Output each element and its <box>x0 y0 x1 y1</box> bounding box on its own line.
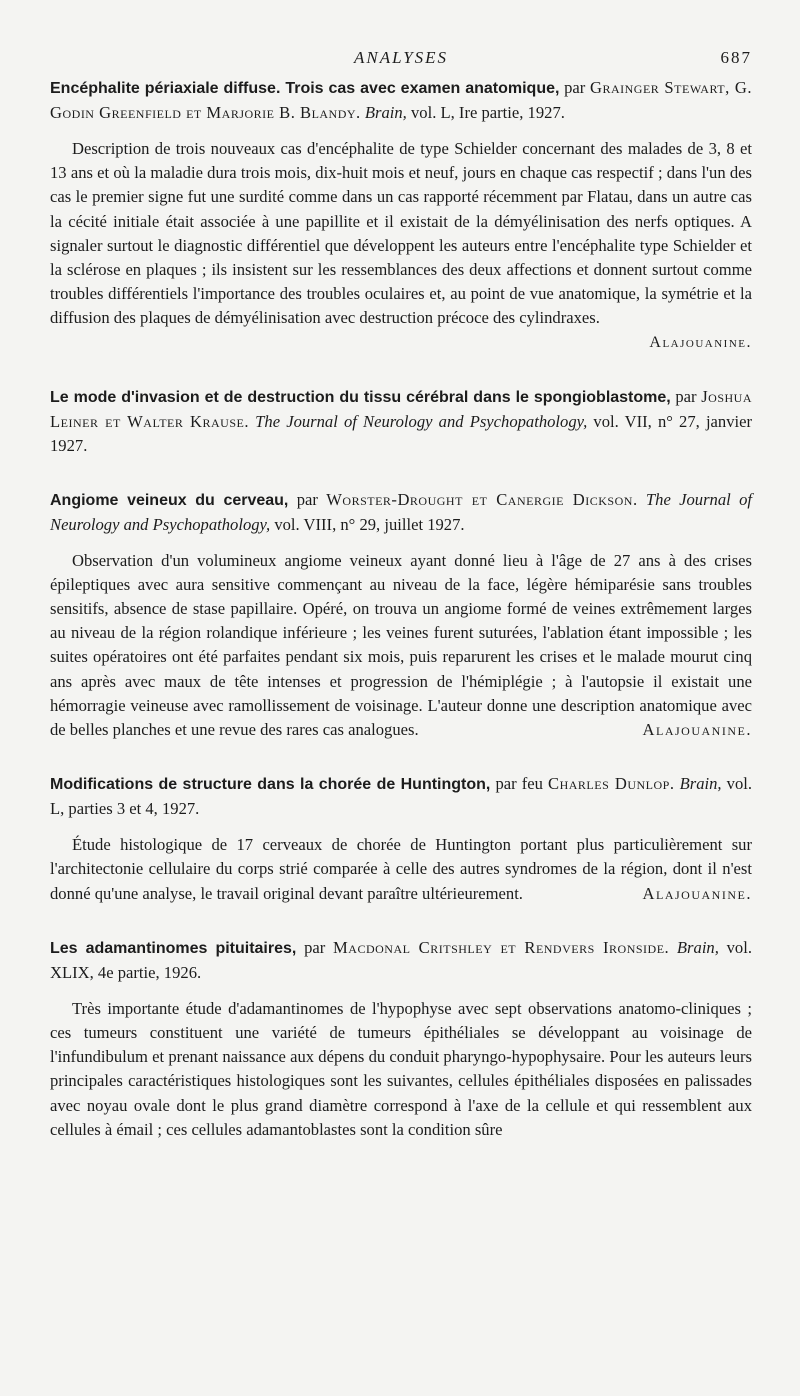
entry-signature: Alajouanine. <box>642 720 752 740</box>
authors-prefix: par <box>564 78 586 97</box>
entry-source: Brain, <box>676 937 719 957</box>
authors-prefix: par <box>675 386 697 406</box>
entry-authors: Worster-Drought et Canergie Dickson. <box>326 489 638 509</box>
entry-authors: Macdonal Critshley et Rendvers Ironside. <box>333 937 670 957</box>
entry-source: The Journal of Neurology and Psychopathology, <box>50 489 752 534</box>
entry-header <box>50 772 752 821</box>
entry-header <box>50 385 752 458</box>
entry-authors: Charles Dunlop. <box>548 774 675 794</box>
review-entry <box>50 772 752 906</box>
entry-details: vol. L, parties 3 et 4, 1927. <box>50 774 752 819</box>
entry-title: Les adamantinomes pituitaires, <box>50 939 297 957</box>
entry-authors: Joshua Leiner et Walter Krause. <box>50 386 753 431</box>
entry-title: Angiome veineux du cerveau, <box>50 491 289 509</box>
entry-body-text: Étude histologique de 17 cerveaux de chorée de Huntington portant plus particulièrement sur l'architectonie cellulaire du corps strié comparée à celle des autres syndromes de la région, dont il n'est donné qu'une analyse, le travail original devant paraître ultérieurement. <box>50 835 752 903</box>
entry-header <box>50 936 752 985</box>
entry-details: vol. XLIX, 4e partie, 1926. <box>50 937 752 982</box>
entry-title: Encéphalite périaxiale diffuse. Trois cas avec examen anatomique, <box>50 80 560 97</box>
entry-body <box>50 549 752 743</box>
entry-body-text: Observation d'un volumineux angiome veineux ayant donné lieu à l'âge de 27 ans à des crises épileptiques avec aura sensitive commençant au niveau de la face, légère hémiparésie sans troubles sensitifs, absence de stase papillaire. Opéré, on trouva un angiome formé de veines extrêmement larges au niveau de la région rolandique inférieure ; les veines furent suturées, l'ablation étant impossible ; les suites opératoires ont été parfaites pendant six mois, puis reparurent les crises et le malade mourut cinq ans après avec maux de tête intenses et progression de l'hémiplégie ; à l'autopsie il existait une hémorragie veineuse avec ramollissement de voisinage. L'auteur donne une description anatomique avec de belles planches et une revue des rares cas analogues. <box>50 550 752 740</box>
review-entry <box>50 936 752 1142</box>
entry-authors: Grainger Stewart, G. Godin Greenfield et Marjorie B. Blandy. <box>50 78 753 122</box>
entry-source: Brain, <box>364 103 407 122</box>
review-entry <box>50 76 752 355</box>
review-entry <box>50 488 752 743</box>
review-entry <box>50 385 752 458</box>
authors-prefix: par <box>304 937 326 957</box>
entry-body: Description de trois nouveaux cas d'encéphalite de type Schielder concernant des malades de 3, 8 et 13 ans et où la maladie dura trois mois, dix-huit mois et neuf, jours en chaque cas respectif ; dans l'un des cas le premier signe fut une surdité comme dans un cas rapporté récemment par Flatau, dans un autre cas la cécité initiale était associée à une papillite et il existait de la démyélinisation des nerfs optiques. A signaler surtout le diagnostic différentiel que développent les auteurs entre l'encéphalite type Schielder et la sclérose en plaques ; ils insistent sur les ressemblances des deux affections et donnent surtout comme troubles différentiels l'importance des troubles oculaires et, au point de vue anatomique, la symétrie et la diffusion des plaques de démyélinisation avec destruction précoce des cylindraxes. <box>50 139 752 328</box>
entry-details: vol. L, Ire partie, 1927. <box>410 103 565 122</box>
entry-title: Le mode d'invasion et de destruction du tissu cérébral dans le spongioblastome, <box>50 388 671 406</box>
entry-source: The Journal of Neurology and Psychopathology, <box>255 411 588 431</box>
entry-body <box>50 833 752 906</box>
authors-prefix: par feu <box>495 774 543 794</box>
authors-prefix: par <box>296 489 318 509</box>
entry-signature: Alajouanine. <box>642 883 752 903</box>
running-head <box>50 48 752 76</box>
entry-body: Très importante étude d'adamantinomes de l'hypophyse avec sept observations anatomo-cliniques ; ces tumeurs constituent une variété de tumeurs épithéliales se développant au voisinage de l'infundibulum et prenant naissance aux dépens du conduit pharyngo-hypophysaire. Pour les auteurs leurs principales caractéristiques histologiques sont les suivantes, cellules épithéliales disposées en palissades avec noyau ovale dont le plus grand diamètre correspond à l'axe de la cellule et qui ressemblent aux cellules à émail ; ces cellules adamantoblastes sont la condition sûre <box>50 998 752 1139</box>
entry-title: Modifications de structure dans la chorée de Huntington, <box>50 776 491 794</box>
entry-details: vol. VIII, n° 29, juillet 1927. <box>274 514 465 534</box>
entry-signature: Alajouanine. <box>649 333 752 351</box>
entry-header <box>50 76 752 125</box>
entry-header <box>50 488 752 537</box>
running-title: ANALYSES <box>353 48 449 67</box>
entry-details: vol. VII, n° 27, janvier 1927. <box>50 411 753 455</box>
entry-source: Brain, <box>679 774 722 794</box>
page-number: 687 <box>720 48 752 67</box>
